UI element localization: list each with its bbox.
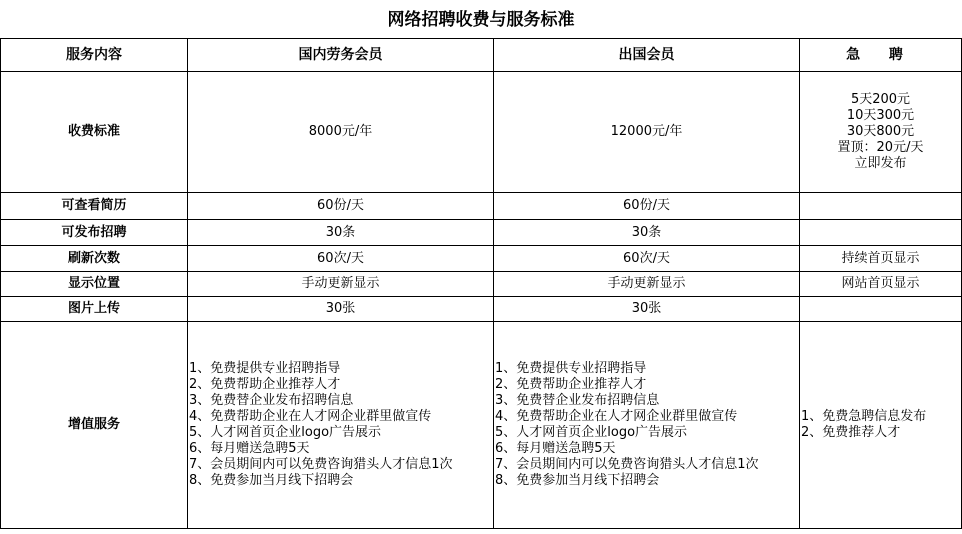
row-value-added-abroad bbox=[494, 322, 800, 529]
list-item: 2、免费帮助企业推荐人才 bbox=[189, 377, 341, 392]
row-refresh bbox=[1, 246, 962, 272]
row-fee-abroad: 12000元/年 bbox=[494, 72, 800, 193]
list-item: 2、免费帮助企业推荐人才 bbox=[495, 377, 647, 392]
row-resume bbox=[1, 193, 962, 220]
list-item: 8、免费参加当月线下招聘会 bbox=[189, 473, 354, 488]
header-domestic: 国内劳务会员 bbox=[188, 39, 494, 72]
header-content: 服务内容 bbox=[1, 39, 188, 72]
row-value-added-urgent bbox=[800, 322, 962, 529]
list-item: 1、免费提供专业招聘指导 bbox=[495, 361, 647, 376]
row-post-domestic: 30条 bbox=[188, 220, 494, 246]
row-refresh-label: 刷新次数 bbox=[1, 246, 188, 272]
list-item: 6、每月赠送急聘5天 bbox=[189, 441, 310, 456]
row-value-added-label: 增值服务 bbox=[1, 322, 188, 529]
row-display bbox=[1, 272, 962, 297]
list-item: 5、人才网首页企业logo广告展示 bbox=[495, 425, 688, 440]
row-resume-urgent bbox=[800, 193, 962, 220]
row-post-label: 可发布招聘 bbox=[1, 220, 188, 246]
list-item: 4、免费帮助企业在人才网企业群里做宣传 bbox=[495, 409, 738, 424]
row-display-domestic: 手动更新显示 bbox=[188, 272, 494, 297]
header-urgent-text: 急 聘 bbox=[846, 47, 915, 63]
row-display-label: 显示位置 bbox=[1, 272, 188, 297]
list-item: 3、免费替企业发布招聘信息 bbox=[189, 393, 354, 408]
row-post-abroad: 30条 bbox=[494, 220, 800, 246]
row-refresh-abroad: 60次/天 bbox=[494, 246, 800, 272]
urgent-fee-line: 10天300元 bbox=[846, 108, 915, 123]
title-row bbox=[1, 0, 962, 39]
row-refresh-domestic: 60次/天 bbox=[188, 246, 494, 272]
list-item: 1、免费提供专业招聘指导 bbox=[189, 361, 341, 376]
row-post-urgent bbox=[800, 220, 962, 246]
list-item: 4、免费帮助企业在人才网企业群里做宣传 bbox=[189, 409, 432, 424]
row-refresh-urgent: 持续首页显示 bbox=[800, 246, 962, 272]
header-abroad: 出国会员 bbox=[494, 39, 800, 72]
row-images-domestic: 30张 bbox=[188, 297, 494, 322]
list-item: 7、会员期间内可以免费咨询猎头人才信息1次 bbox=[189, 457, 453, 472]
row-images bbox=[1, 297, 962, 322]
row-resume-label: 可查看简历 bbox=[1, 193, 188, 220]
list-item: 6、每月赠送急聘5天 bbox=[495, 441, 616, 456]
page-title bbox=[1, 0, 962, 39]
row-fee-label: 收费标准 bbox=[1, 72, 188, 193]
row-display-abroad: 手动更新显示 bbox=[494, 272, 800, 297]
list-item: 7、会员期间内可以免费咨询猎头人才信息1次 bbox=[495, 457, 759, 472]
row-resume-domestic: 60份/天 bbox=[188, 193, 494, 220]
row-resume-abroad: 60份/天 bbox=[494, 193, 800, 220]
row-fee bbox=[1, 72, 962, 193]
row-display-urgent: 网站首页显示 bbox=[800, 272, 962, 297]
urgent-fee-line: 30天800元 bbox=[846, 124, 915, 139]
list-item: 8、免费参加当月线下招聘会 bbox=[495, 473, 660, 488]
list-item: 1、免费急聘信息发布 bbox=[801, 409, 927, 424]
row-images-urgent bbox=[800, 297, 962, 322]
urgent-fee-line: 立即发布 bbox=[854, 156, 907, 171]
list-item: 5、人才网首页企业logo广告展示 bbox=[189, 425, 382, 440]
row-fee-urgent bbox=[800, 72, 962, 193]
row-images-abroad: 30张 bbox=[494, 297, 800, 322]
row-fee-domestic: 8000元/年 bbox=[188, 72, 494, 193]
header-urgent bbox=[800, 39, 962, 72]
row-value-added bbox=[1, 322, 962, 529]
row-post bbox=[1, 220, 962, 246]
row-value-added-domestic bbox=[188, 322, 494, 529]
list-item: 2、免费推荐人才 bbox=[801, 425, 901, 440]
row-images-label: 图片上传 bbox=[1, 297, 188, 322]
list-item: 3、免费替企业发布招聘信息 bbox=[495, 393, 660, 408]
page-title-text: 网络招聘收费与服务标准 bbox=[387, 10, 575, 30]
header-row bbox=[1, 39, 962, 72]
urgent-fee-line: 5天200元 bbox=[850, 92, 911, 107]
urgent-fee-line: 置顶：20元/天 bbox=[837, 140, 924, 155]
